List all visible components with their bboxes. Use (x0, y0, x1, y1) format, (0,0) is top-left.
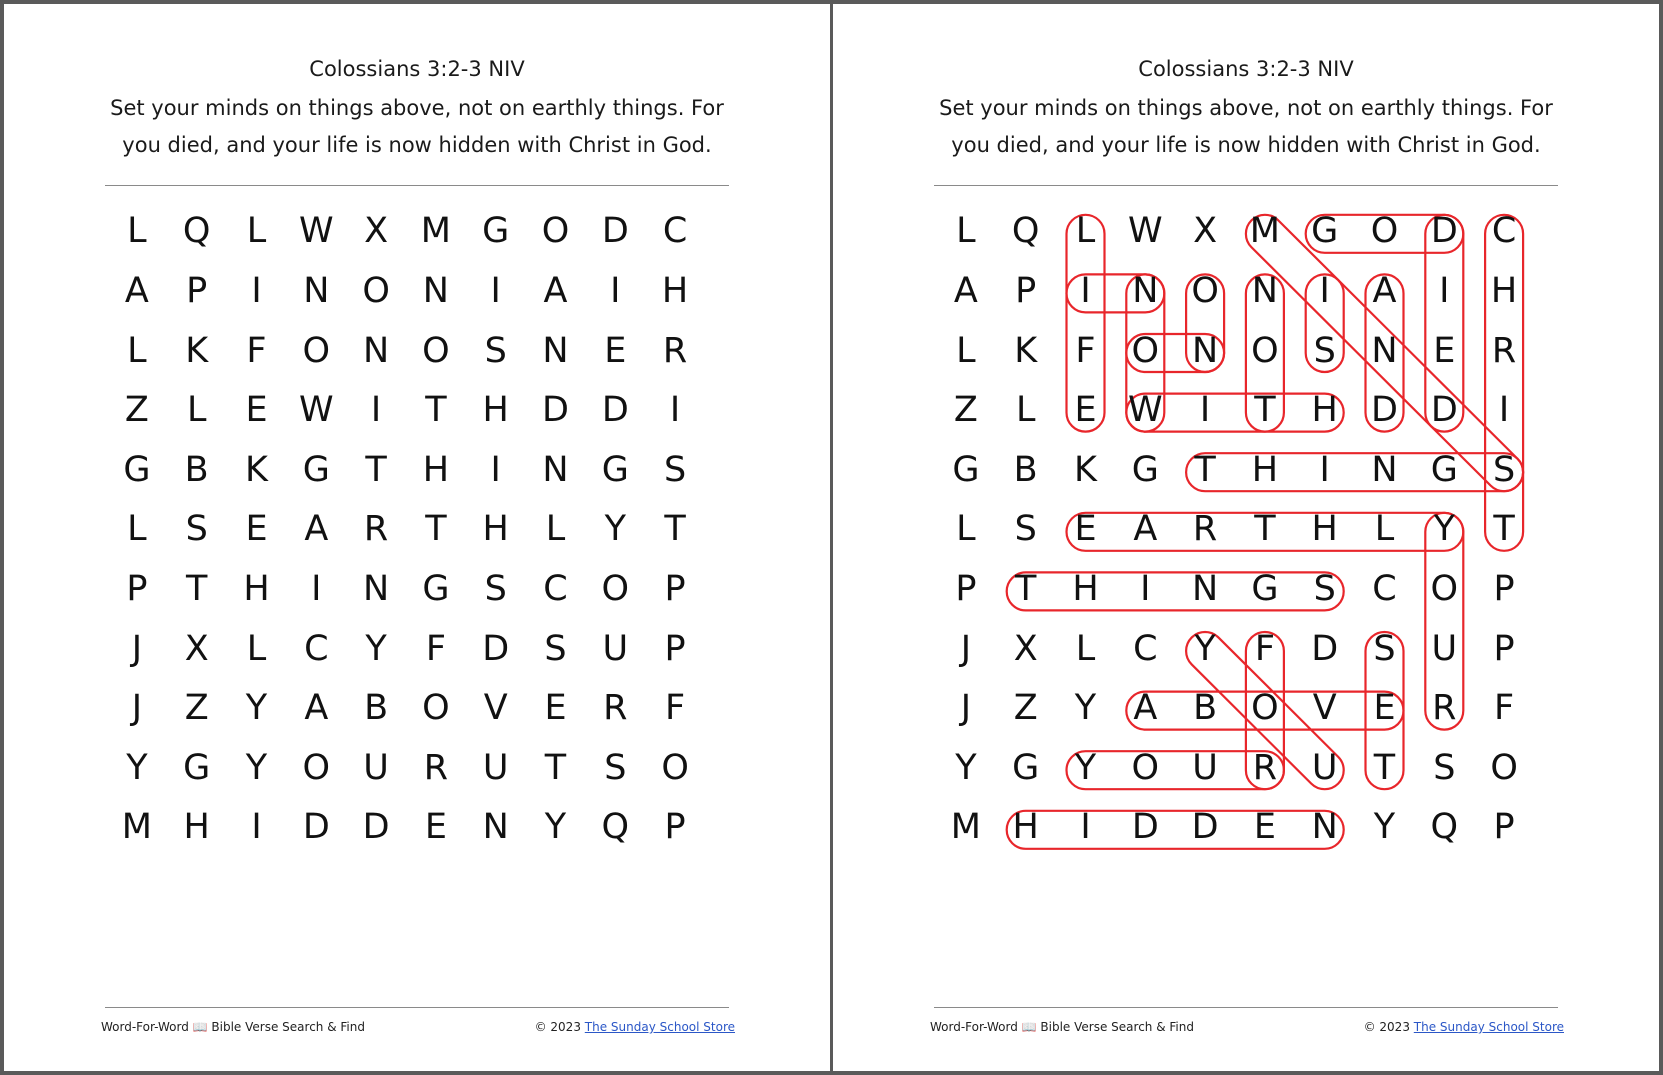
grid-letter: Y (955, 747, 977, 788)
grid-letter: O (1370, 211, 1399, 252)
grid-letter: I (1498, 390, 1510, 431)
grid-letter: V (1312, 688, 1337, 729)
answer-grid (934, 204, 1564, 848)
grid-letter: Y (1194, 628, 1216, 669)
grid-letter: P (186, 270, 208, 311)
grid-letter: H (1072, 568, 1099, 609)
grid-letter: N (1311, 807, 1338, 848)
grid-letter: L (246, 628, 267, 669)
grid-letter: B (184, 449, 209, 490)
grid-letter: B (1013, 449, 1038, 490)
footer-divider (105, 1007, 729, 1008)
verse-line-2: you died, and your life is now hidden with Christ in God. (122, 133, 712, 157)
answer-key-page (833, 4, 1659, 1071)
grid-letter: D (601, 211, 629, 252)
grid-letter: P (664, 807, 686, 848)
grid-letter: F (1075, 330, 1096, 371)
grid-letter: Y (1373, 807, 1396, 848)
grid-letter: U (482, 747, 509, 788)
grid-letter: N (1192, 568, 1219, 609)
grid-letter: T (185, 568, 208, 609)
grid-letter: U (1192, 747, 1218, 788)
grid-letter: M (1249, 211, 1280, 252)
grid-letter: O (422, 330, 450, 371)
grid-letter: S (1014, 509, 1037, 550)
grid-letter: E (1373, 688, 1396, 729)
grid-letter: L (127, 330, 147, 371)
grid-letter: E (1433, 330, 1456, 371)
grid-letter: I (669, 390, 681, 431)
grid-letter: I (1319, 270, 1330, 311)
grid-letter: D (302, 807, 330, 848)
grid-letter: R (423, 747, 449, 788)
grid-letter: T (1014, 568, 1037, 609)
grid-letter: Y (126, 747, 148, 788)
copyright-text: © 2023 (1363, 1020, 1410, 1034)
grid-letter: G (482, 211, 510, 252)
grid-letter: S (484, 568, 507, 609)
grid-letter: I (1080, 807, 1091, 848)
grid-letter: J (960, 628, 972, 669)
grid-letter: Z (184, 688, 209, 729)
grid-letter: T (425, 509, 447, 550)
copyright-text: © 2023 (534, 1020, 581, 1034)
grid-letter: H (1251, 449, 1279, 490)
grid-letter: Q (182, 211, 211, 252)
footer-divider (934, 1007, 1558, 1008)
grid-letter: O (661, 747, 689, 788)
grid-letter: N (1251, 270, 1278, 311)
grid-letter: U (602, 628, 629, 669)
grid-letter: D (601, 390, 629, 431)
grid-letter: Y (245, 747, 268, 788)
grid-letter: A (304, 509, 329, 550)
grid-letter: L (545, 509, 566, 550)
store-link[interactable]: The Sunday School Store (584, 1020, 735, 1034)
grid-letter: S (484, 330, 507, 371)
grid-letter: W (1127, 390, 1163, 431)
grid-letter: G (952, 449, 980, 490)
grid-letter: P (955, 568, 977, 609)
grid-letter: S (1373, 628, 1396, 669)
grid-letter: H (1012, 807, 1039, 848)
grid-letter: L (127, 509, 147, 550)
grid-letter: L (1374, 509, 1395, 550)
header-divider (105, 185, 729, 186)
grid-letter: H (482, 390, 509, 431)
grid-letter: T (365, 449, 387, 490)
grid-letter: S (1313, 330, 1336, 371)
grid-letter: T (1254, 509, 1276, 550)
grid-letter: O (1131, 747, 1160, 788)
verse-line-1: Set your minds on things above, not on earthly things. For (939, 96, 1553, 120)
grid-letter: Y (1074, 688, 1097, 729)
grid-letter: F (425, 628, 446, 669)
grid-letter: Y (1433, 509, 1455, 550)
grid-letter: D (1371, 390, 1398, 431)
grid-letter: P (1493, 568, 1515, 609)
grid-letter: M (950, 807, 981, 848)
grid-letter: E (1074, 509, 1097, 550)
verse-text (928, 90, 1564, 164)
grid-letter: D (1311, 628, 1339, 669)
grid-letter: K (1074, 449, 1097, 490)
grid-letter: O (1490, 747, 1518, 788)
grid-letter: A (1372, 270, 1397, 311)
grid-letter: R (603, 688, 628, 729)
grid-letter: J (131, 628, 143, 669)
grid-letter: O (1191, 270, 1219, 311)
verse-line-2: you died, and your life is now hidden with Christ in God. (951, 133, 1541, 157)
grid-letter: O (601, 568, 630, 609)
grid-letter: G (422, 568, 450, 609)
grid-letter: N (542, 330, 569, 371)
grid-letter: B (364, 688, 389, 729)
grid-letter: A (124, 270, 149, 311)
grid-letter: P (664, 628, 686, 669)
grid-letter: S (185, 509, 208, 550)
grid-letter: I (1439, 270, 1450, 311)
grid-letter: G (1311, 211, 1339, 252)
grid-letter: H (422, 449, 450, 490)
grid-letter: L (186, 390, 207, 431)
grid-letter: O (422, 688, 450, 729)
grid-letter: I (251, 807, 262, 848)
grid-letter: L (956, 330, 976, 371)
footer-title: Word-For-Word 📖 Bible Verse Search & Find (930, 1020, 1194, 1034)
verse-reference: Colossians 3:2-3 NIV (1138, 57, 1354, 81)
grid-letter: Q (1011, 211, 1040, 252)
grid-letter: Y (245, 688, 268, 729)
grid-letter: X (364, 211, 389, 252)
grid-letter: L (956, 509, 976, 550)
grid-letter: M (121, 807, 152, 848)
grid-letter: W (298, 211, 334, 252)
grid-letter: O (541, 211, 570, 252)
grid-letter: Z (1013, 688, 1038, 729)
grid-letter: S (1313, 568, 1336, 609)
grid-letter: N (1192, 330, 1219, 371)
grid-letter: F (246, 330, 267, 371)
grid-letter: T (1493, 509, 1515, 550)
grid-letter: D (1430, 211, 1458, 252)
grid-letter: E (544, 688, 567, 729)
grid-letter: J (960, 688, 972, 729)
grid-letter: S (663, 449, 687, 490)
grid-letter: A (304, 688, 329, 729)
grid-letter: I (1319, 449, 1330, 490)
grid-letter: Z (953, 390, 978, 431)
grid-letter: D (1131, 807, 1159, 848)
grid-letter: J (131, 688, 143, 729)
grid-letter: Y (365, 628, 387, 669)
grid-letter: T (1373, 747, 1396, 788)
grid-letter: I (490, 449, 501, 490)
grid-letter: I (311, 568, 322, 609)
grid-letter: X (1013, 628, 1038, 669)
letter-grid (105, 204, 735, 848)
store-link[interactable]: The Sunday School Store (1413, 1020, 1564, 1034)
grid-letter: L (246, 211, 267, 252)
grid-letter: G (1012, 747, 1040, 788)
grid-letter: F (665, 688, 686, 729)
grid-letter: G (123, 449, 151, 490)
grid-letter: D (362, 807, 390, 848)
grid-letter: H (482, 509, 509, 550)
grid-letter: F (1494, 688, 1515, 729)
grid-letter: L (1075, 628, 1096, 669)
grid-letter: G (601, 449, 629, 490)
grid-letter: P (1015, 270, 1037, 311)
grid-letter: G (183, 747, 211, 788)
grid-letter: G (1251, 568, 1279, 609)
puzzle-page (4, 4, 830, 1071)
grid-letter: T (664, 509, 686, 550)
grid-letter: C (1491, 211, 1517, 252)
grid-letter: L (1075, 211, 1096, 252)
grid-letter: R (1491, 330, 1517, 371)
grid-letter: R (1192, 509, 1218, 550)
grid-letter: T (1194, 449, 1216, 490)
footer-credit (535, 1020, 735, 1034)
grid-letter: P (664, 568, 686, 609)
verse-line-1: Set your minds on things above, not on earthly things. For (110, 96, 724, 120)
grid-letter: H (661, 270, 689, 311)
grid-letter: B (1193, 688, 1218, 729)
grid-letter: C (304, 628, 329, 669)
grid-letter: W (298, 390, 334, 431)
grid-letter: X (184, 628, 209, 669)
grid-letter: N (542, 449, 569, 490)
grid-letter: C (1372, 568, 1397, 609)
grid-letter: S (1492, 449, 1516, 490)
grid-letter: D (1191, 807, 1219, 848)
grid-letter: N (1371, 330, 1398, 371)
grid-letter: N (482, 807, 509, 848)
grid-letter: H (1311, 390, 1338, 431)
grid-letter: R (1432, 688, 1457, 729)
grid-letter: A (1133, 688, 1158, 729)
grid-letter: I (490, 270, 501, 311)
grid-letter: G (1131, 449, 1159, 490)
grid-letter: G (302, 449, 330, 490)
grid-letter: N (363, 568, 390, 609)
grid-letter: R (363, 509, 389, 550)
grid-letter: H (1490, 270, 1518, 311)
grid-letter: L (1015, 390, 1036, 431)
grid-letter: O (362, 270, 390, 311)
grid-letter: V (483, 688, 508, 729)
grid-letter: N (1371, 449, 1398, 490)
grid-letter: U (1431, 628, 1458, 669)
grid-letter: P (126, 568, 148, 609)
grid-letter: Z (124, 390, 149, 431)
grid-letter: X (1193, 211, 1218, 252)
grid-letter: D (542, 390, 569, 431)
grid-letter: H (243, 568, 270, 609)
grid-letter: N (1132, 270, 1159, 311)
grid-letter: Y (604, 509, 626, 550)
grid-letter: A (953, 270, 978, 311)
footer-credit (1364, 1020, 1564, 1034)
grid-letter: N (303, 270, 330, 311)
grid-letter: I (370, 390, 382, 431)
grid-letter: G (1430, 449, 1458, 490)
grid-letter: S (604, 747, 627, 788)
grid-letter: I (1199, 390, 1211, 431)
grid-letter: O (1131, 330, 1160, 371)
grid-letter: Y (1074, 747, 1097, 788)
grid-letter: E (1074, 390, 1097, 431)
grid-letter: H (183, 807, 210, 848)
header-divider (934, 185, 1558, 186)
grid-letter: K (245, 449, 268, 490)
grid-letter: Q (1430, 807, 1459, 848)
grid-letter: I (251, 270, 262, 311)
grid-letter: U (363, 747, 389, 788)
grid-letter: L (127, 211, 147, 252)
grid-letter: F (1254, 628, 1275, 669)
grid-letter: S (544, 628, 567, 669)
grid-letter: D (482, 628, 510, 669)
grid-letter: E (245, 390, 268, 431)
grid-letter: C (1133, 628, 1158, 669)
grid-letter: T (425, 390, 447, 431)
grid-letter: I (610, 270, 621, 311)
grid-letter: O (1251, 688, 1279, 729)
grid-letter: K (1014, 330, 1038, 371)
grid-letter: O (302, 747, 331, 788)
grid-letter: R (1252, 747, 1278, 788)
footer-title: Word-For-Word 📖 Bible Verse Search & Find (101, 1020, 365, 1034)
grid-letter: N (422, 270, 449, 311)
grid-letter: Q (601, 807, 630, 848)
grid-letter: M (420, 211, 451, 252)
grid-letter: Y (544, 807, 567, 848)
grid-letter: A (543, 270, 568, 311)
grid-letter: E (604, 330, 627, 371)
verse-reference: Colossians 3:2-3 NIV (309, 57, 525, 81)
grid-letter: W (1127, 211, 1163, 252)
grid-letter: T (544, 747, 567, 788)
grid-letter: R (662, 330, 688, 371)
grid-letter: O (1251, 330, 1279, 371)
grid-letter: E (424, 807, 447, 848)
grid-letter: K (185, 330, 209, 371)
grid-letter: D (1430, 390, 1458, 431)
grid-letter: E (245, 509, 268, 550)
grid-letter: T (1254, 390, 1276, 431)
grid-letter: P (1493, 628, 1515, 669)
grid-letter: A (1133, 509, 1158, 550)
grid-letter: C (662, 211, 688, 252)
grid-letter: L (956, 211, 976, 252)
grid-letter: P (1493, 807, 1515, 848)
grid-letter: S (1433, 747, 1456, 788)
verse-text (99, 90, 735, 164)
grid-letter: O (1430, 568, 1459, 609)
grid-letter: N (363, 330, 390, 371)
grid-letter: O (302, 330, 331, 371)
grid-letter: U (1311, 747, 1338, 788)
grid-letter: H (1311, 509, 1338, 550)
grid-letter: E (1253, 807, 1276, 848)
grid-letter: C (543, 568, 568, 609)
grid-letter: I (1080, 270, 1091, 311)
grid-letter: I (1140, 568, 1151, 609)
